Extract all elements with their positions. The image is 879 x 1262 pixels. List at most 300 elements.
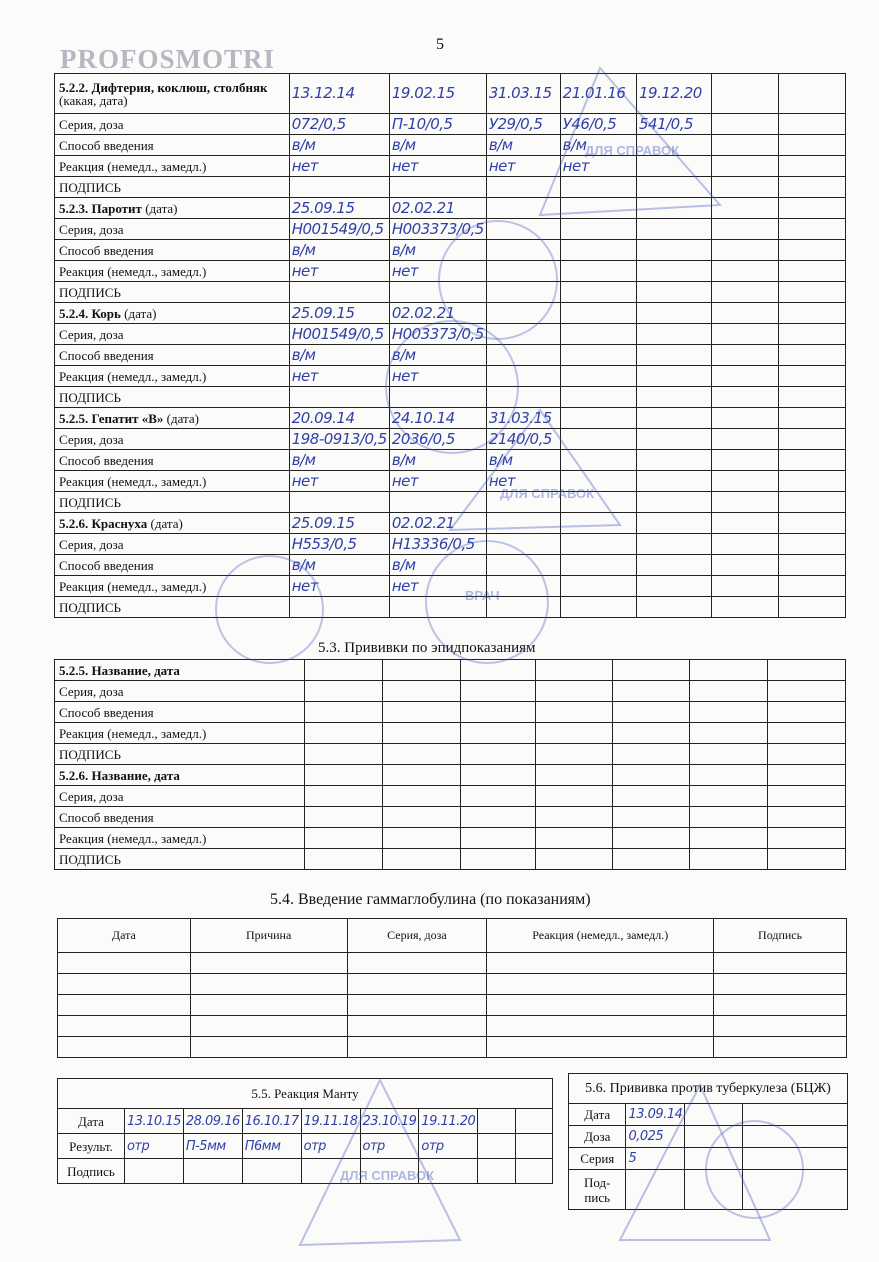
column-header: Причина [190,919,347,953]
vaccine-title [55,408,290,429]
date-cell [779,74,846,114]
vaccine-title-note: (какая, дата) [59,92,128,108]
epid-title [55,765,305,786]
value-cell [712,387,779,408]
row-label: Способ введения [55,807,305,828]
date-cell [779,513,846,534]
vaccine-title-row [55,74,846,114]
value-cell: 23.10.19 [360,1109,419,1134]
empty-cell [382,849,460,870]
empty-cell [58,1016,191,1037]
empty-cell [487,974,714,995]
vaccine-name: 5.2.2. Дифтерия, коклюш, столбняк [59,79,268,95]
empty-cell [690,744,768,765]
empty-cell [382,702,460,723]
date-cell [712,74,779,114]
empty-cell [347,1016,487,1037]
vaccine-name: 5.2.4. Корь [59,305,121,321]
value-cell: отр [124,1134,183,1159]
value-cell: в/м [389,135,486,156]
value-cell [779,471,846,492]
value-cell: в/м [289,240,389,261]
value-cell: У46/0,5 [560,114,636,135]
vaccine-detail-row [55,135,846,156]
value-cell [637,387,712,408]
value-cell [486,366,560,387]
empty-cell [690,807,768,828]
empty-cell [536,765,613,786]
date-cell: 20.09.14 [289,408,389,429]
value-cell [779,450,846,471]
vaccine-detail-row [55,345,846,366]
value-cell [712,471,779,492]
value-cell: 072/0,5 [289,114,389,135]
value-cell [516,1134,553,1159]
vaccine-detail-row [55,555,846,576]
value-cell [779,366,846,387]
empty-cell [613,660,690,681]
date-cell [779,408,846,429]
value-cell [486,576,560,597]
mantu-row [58,1134,553,1159]
empty-cell [487,995,714,1016]
value-cell [637,156,712,177]
row-label: Способ введения [55,555,290,576]
empty-cell [613,744,690,765]
vaccine-detail-row [55,177,846,198]
value-cell [779,219,846,240]
value-cell [637,576,712,597]
date-cell: 31.03.15 [486,408,560,429]
value-cell [637,597,712,618]
gamma-row [58,1016,847,1037]
epid-detail-row [55,744,846,765]
empty-cell [536,807,613,828]
value-cell [389,282,486,303]
value-cell [712,240,779,261]
date-cell [486,198,560,219]
vaccine-detail-row [55,576,846,597]
empty-cell [382,660,460,681]
empty-cell [768,828,846,849]
empty-cell [460,702,536,723]
value-cell [685,1126,743,1148]
empty-cell [768,849,846,870]
value-cell: в/м [389,240,486,261]
row-label: Серия [569,1148,626,1170]
value-cell: 19.11.18 [301,1109,360,1134]
date-cell [637,303,712,324]
value-cell: 2036/0,5 [389,429,486,450]
value-cell: нет [289,576,389,597]
row-label: Результ. [58,1134,125,1159]
value-cell [743,1170,848,1210]
value-cell [560,492,636,513]
epid-name: 5.2.6. Название, дата [59,767,180,783]
value-cell: в/м [389,345,486,366]
bcg-row [569,1170,848,1210]
value-cell [637,135,712,156]
value-cell [712,135,779,156]
value-cell [779,156,846,177]
value-cell [712,555,779,576]
date-cell: 02.02.21 [389,513,486,534]
value-cell [637,345,712,366]
value-cell [712,156,779,177]
empty-cell [714,953,847,974]
value-cell [637,177,712,198]
empty-cell [714,995,847,1016]
empty-cell [690,765,768,786]
date-cell: 31.03.15 [486,74,560,114]
bcg-title: 5.6. Прививка против туберкулеза (БЦЖ) [569,1074,848,1104]
empty-cell [690,660,768,681]
row-label: Серия, доза [55,681,305,702]
value-cell [486,387,560,408]
row-label: Реакция (немедл., замедл.) [55,471,290,492]
vaccine-detail-row [55,429,846,450]
value-cell [779,492,846,513]
empty-cell [190,953,347,974]
empty-cell [690,828,768,849]
value-cell [712,450,779,471]
value-cell [389,387,486,408]
empty-cell [347,953,487,974]
value-cell: в/м [289,135,389,156]
row-label: Способ введения [55,702,305,723]
value-cell [560,261,636,282]
column-header: Реакция (немедл., замедл.) [487,919,714,953]
bcg-row [569,1148,848,1170]
row-label: Серия, доза [55,786,305,807]
value-cell [637,471,712,492]
value-cell [516,1159,553,1184]
vaccine-title-note: (дата) [147,515,183,531]
value-cell [560,429,636,450]
empty-cell [190,974,347,995]
date-cell [560,303,636,324]
value-cell [779,324,846,345]
value-cell [183,1159,242,1184]
value-cell [637,240,712,261]
stamp-text: ДЛЯ СПРАВОК [500,486,595,501]
value-cell [360,1159,419,1184]
value-cell [560,366,636,387]
empty-cell [382,786,460,807]
bcg-row [569,1126,848,1148]
empty-cell [536,786,613,807]
gamma-row [58,974,847,995]
vaccine-title [55,513,290,534]
empty-cell [690,702,768,723]
empty-cell [768,681,846,702]
value-cell: нет [389,261,486,282]
epid-detail-row [55,786,846,807]
empty-cell [613,681,690,702]
gamma-row [58,995,847,1016]
value-cell [779,135,846,156]
date-cell [486,303,560,324]
gamma-header-row [58,919,847,953]
row-label: ПОДПИСЬ [55,387,290,408]
value-cell [560,534,636,555]
value-cell: нет [289,471,389,492]
empty-cell [347,995,487,1016]
empty-cell [536,660,613,681]
empty-cell [382,807,460,828]
row-label: ПОДПИСЬ [55,849,305,870]
value-cell [637,492,712,513]
value-cell [712,576,779,597]
value-cell [478,1134,516,1159]
epid-title-row [55,765,846,786]
row-label: Способ введения [55,240,290,261]
row-label: Реакция (немедл., замедл.) [55,261,290,282]
value-cell: У29/0,5 [486,114,560,135]
vaccine-name: 5.2.5. Гепатит «В» [59,410,164,426]
date-cell [560,198,636,219]
value-cell: Н553/0,5 [289,534,389,555]
value-cell [478,1109,516,1134]
empty-cell [613,807,690,828]
bcg-table [568,1073,848,1210]
vaccine-title-note: (дата) [120,305,157,321]
row-label: Реакция (немедл., замедл.) [55,828,305,849]
date-cell [637,408,712,429]
mantu-title: 5.5. Реакция Манту [58,1079,553,1109]
page-number: 5 [436,36,444,53]
empty-cell [304,807,382,828]
value-cell [516,1109,553,1134]
date-cell [486,513,560,534]
vaccine-name: 5.2.6. Краснуха [59,515,148,531]
value-cell [712,492,779,513]
empty-cell [536,681,613,702]
value-cell [779,177,846,198]
vaccine-detail-row [55,156,846,177]
value-cell: П-10/0,5 [389,114,486,135]
epid-detail-row [55,723,846,744]
date-cell: 24.10.14 [389,408,486,429]
epid-table [54,659,846,870]
empty-cell [460,660,536,681]
date-cell: 02.02.21 [389,303,486,324]
value-cell [779,282,846,303]
empty-cell [690,681,768,702]
value-cell: в/м [289,345,389,366]
value-cell: 2140/0,5 [486,429,560,450]
empty-cell [768,786,846,807]
date-cell [560,408,636,429]
vaccine-detail-row [55,534,846,555]
value-cell: в/м [486,135,560,156]
vaccine-title [55,303,290,324]
value-cell [779,240,846,261]
value-cell [637,261,712,282]
row-label: Способ введения [55,450,290,471]
value-cell [486,282,560,303]
empty-cell [460,786,536,807]
empty-cell [304,744,382,765]
vaccine-title-row [55,513,846,534]
empty-cell [460,723,536,744]
mantu-table [57,1078,553,1184]
value-cell [289,387,389,408]
empty-cell [714,974,847,995]
gamma-section-title: 5.4. Введение гаммаглобулина (по показаниям) [270,891,591,908]
row-label: Реакция (немедл., замедл.) [55,156,290,177]
empty-cell [714,1016,847,1037]
value-cell: 5 [626,1148,685,1170]
empty-cell [382,723,460,744]
empty-cell [382,681,460,702]
vaccine-detail-row [55,387,846,408]
mantu-row [58,1109,553,1134]
vaccine-detail-row [55,240,846,261]
value-cell [486,534,560,555]
date-cell [637,513,712,534]
row-label: Под-пись [569,1170,626,1210]
value-cell: нет [389,576,486,597]
empty-cell [690,849,768,870]
value-cell [560,282,636,303]
value-cell [289,597,389,618]
value-cell [560,387,636,408]
empty-cell [768,807,846,828]
empty-cell [304,723,382,744]
gamma-row [58,953,847,974]
value-cell [389,597,486,618]
empty-cell [190,1037,347,1058]
value-cell: в/м [389,555,486,576]
value-cell: 28.09.16 [183,1109,242,1134]
value-cell [626,1170,685,1210]
empty-cell [304,828,382,849]
vaccine-title-row [55,198,846,219]
value-cell [779,261,846,282]
column-header: Серия, доза [347,919,487,953]
row-label: Серия, доза [55,324,290,345]
value-cell [779,534,846,555]
value-cell: Н003373/0,5 [389,219,486,240]
value-cell [779,387,846,408]
value-cell [560,219,636,240]
empty-cell [347,1037,487,1058]
value-cell [712,114,779,135]
value-cell [478,1159,516,1184]
empty-cell [613,765,690,786]
stamp-text: ВРАЧ [465,588,500,603]
row-label: ПОДПИСЬ [55,597,290,618]
vaccine-detail-row [55,471,846,492]
value-cell [637,219,712,240]
row-label: Подпись [58,1159,125,1184]
empty-cell [304,681,382,702]
value-cell: нет [389,156,486,177]
value-cell [637,282,712,303]
row-label: ПОДПИСЬ [55,744,305,765]
epid-detail-row [55,828,846,849]
value-cell [560,240,636,261]
value-cell [637,450,712,471]
value-cell [486,597,560,618]
value-cell: 13.10.15 [124,1109,183,1134]
empty-cell [190,995,347,1016]
date-cell: 21.01.16 [560,74,636,114]
empty-cell [487,1037,714,1058]
row-label: Реакция (немедл., замедл.) [55,366,290,387]
empty-cell [536,849,613,870]
vaccine-detail-row [55,492,846,513]
value-cell [637,534,712,555]
value-cell [389,492,486,513]
value-cell: отр [360,1134,419,1159]
row-label: Дата [58,1109,125,1134]
value-cell: в/м [486,450,560,471]
value-cell [560,555,636,576]
value-cell: 541/0,5 [637,114,712,135]
empty-cell [304,765,382,786]
value-cell [486,555,560,576]
row-label: ПОДПИСЬ [55,282,290,303]
value-cell [712,345,779,366]
empty-cell [768,744,846,765]
empty-cell [613,828,690,849]
date-cell: 25.09.15 [289,513,389,534]
empty-cell [460,849,536,870]
value-cell: нет [486,471,560,492]
value-cell [712,534,779,555]
date-cell [712,303,779,324]
row-label: ПОДПИСЬ [55,492,290,513]
value-cell: в/м [289,450,389,471]
date-cell: 25.09.15 [289,303,389,324]
empty-cell [460,681,536,702]
empty-cell [536,828,613,849]
gamma-row [58,1037,847,1058]
empty-cell [768,765,846,786]
empty-cell [768,660,846,681]
value-cell [779,114,846,135]
value-cell: П6мм [242,1134,301,1159]
value-cell [560,324,636,345]
row-label: Серия, доза [55,114,290,135]
value-cell [560,471,636,492]
value-cell [486,492,560,513]
vaccine-detail-row [55,282,846,303]
vaccine-title-note: (дата) [163,410,199,426]
empty-cell [304,660,382,681]
empty-cell [690,786,768,807]
value-cell [560,450,636,471]
value-cell [637,429,712,450]
empty-cell [768,723,846,744]
value-cell [486,219,560,240]
vaccine-detail-row [55,450,846,471]
row-label: Серия, доза [55,219,290,240]
value-cell: 0,025 [626,1126,685,1148]
row-label: Доза [569,1126,626,1148]
stamp-text: ДЛЯ СПРАВОК [340,1168,435,1183]
value-cell [779,597,846,618]
vaccine-title-row [55,303,846,324]
date-cell [779,303,846,324]
empty-cell [690,723,768,744]
empty-cell [714,1037,847,1058]
epid-detail-row [55,807,846,828]
value-cell: Н001549/0,5 [289,219,389,240]
value-cell [637,366,712,387]
